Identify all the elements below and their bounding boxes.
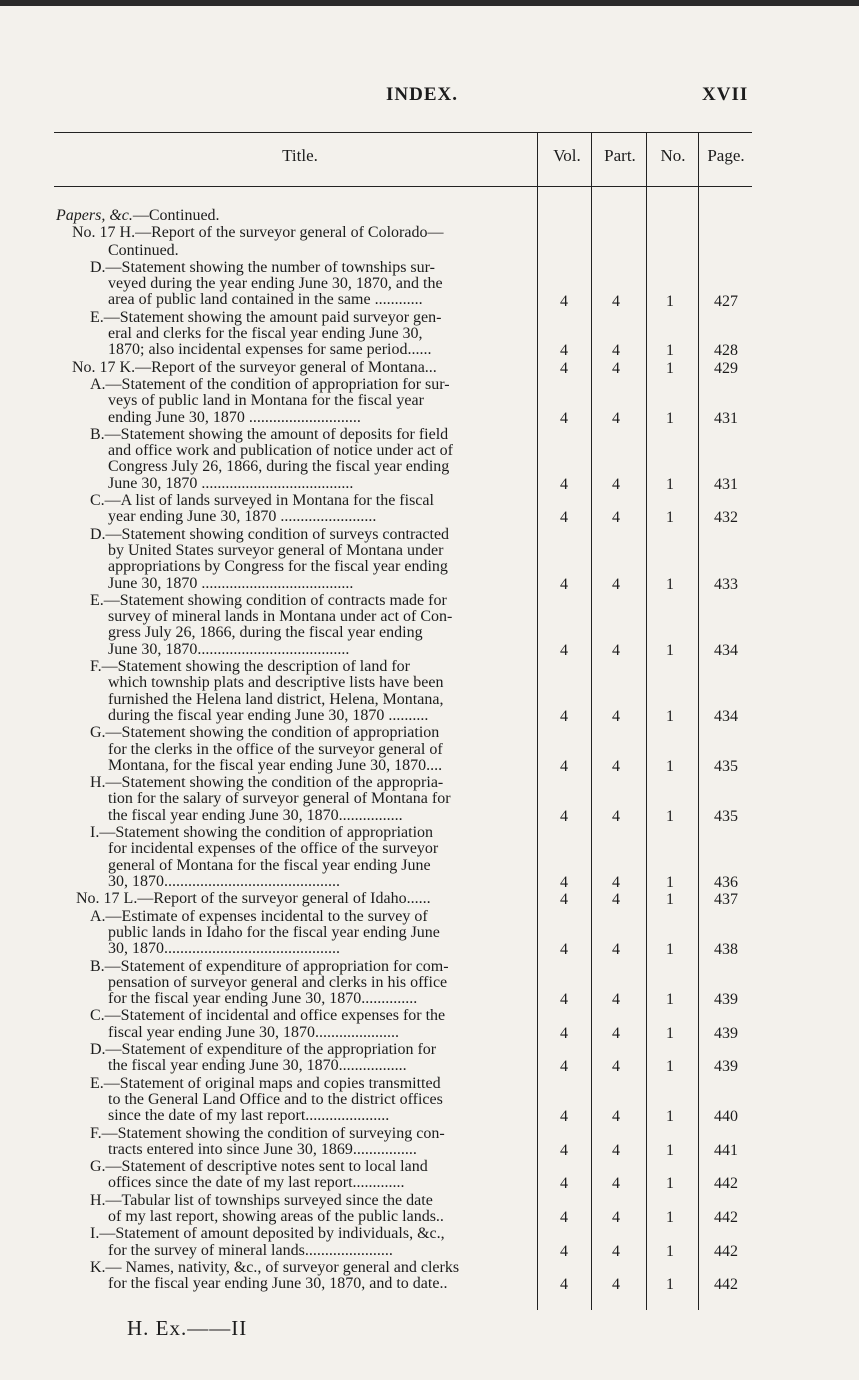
index-entry: [0, 725, 443, 774]
entry-no: 1: [666, 991, 674, 1009]
column-rule-page: [698, 132, 699, 1310]
entry-no: 1: [666, 1242, 674, 1260]
entry-line: pensation of surveyor general and clerks in his office: [108, 973, 448, 991]
running-head: [0, 84, 859, 114]
entry-vol: 4: [560, 641, 568, 659]
entry-line: No. 17 L.—Report of the surveyor general of Idaho......: [76, 890, 431, 908]
entry-part: 4: [612, 1024, 620, 1042]
index-entry: [0, 427, 453, 492]
index-entry: [0, 1159, 428, 1192]
entry-part: 4: [612, 1242, 620, 1260]
entry-part: 4: [612, 891, 620, 909]
entry-page: 442: [714, 1209, 738, 1226]
entry-part: 4: [612, 1175, 620, 1193]
entry-part: 4: [612, 1058, 620, 1076]
entry-line: 1870; also incidental expenses for same period......: [108, 341, 432, 359]
entry-line: A.—Statement of the condition of appropriation for sur-: [90, 376, 450, 393]
entry-line: for the fiscal year ending June 30, 1870, and to date..: [108, 1275, 448, 1293]
entry-part: 4: [612, 342, 620, 360]
entry-vol: 4: [560, 708, 568, 725]
entry-line: E.—Statement showing condition of contracts made for: [90, 591, 447, 609]
entry-part: 4: [612, 359, 620, 377]
entry-page: 440: [714, 1108, 738, 1126]
index-entry: [0, 659, 443, 724]
entry-vol: 4: [560, 509, 568, 527]
index-entry: [0, 310, 441, 359]
entry-line: A.—Estimate of expenses incidental to the survey of: [90, 907, 428, 925]
entry-line: for incidental expenses of the office of the surveyor: [108, 840, 439, 858]
entry-line: for the fiscal year ending June 30, 1870..............: [108, 990, 418, 1008]
entry-line: furnished the Helena land district, Helena, Montana,: [108, 690, 444, 708]
entry-no: 1: [666, 891, 674, 909]
entry-line: Papers, &c.—Continued.: [56, 207, 220, 224]
entry-vol: 4: [560, 807, 568, 825]
entry-page: 429: [714, 359, 738, 377]
entry-part: 4: [612, 292, 620, 310]
entry-italic-prefix: Papers, &c.: [56, 207, 133, 224]
entry-no: 1: [666, 409, 674, 427]
entry-no: 1: [666, 359, 674, 377]
entry-line: Montana, for the fiscal year ending June 30, 1870....: [108, 756, 443, 774]
entry-part: 4: [612, 1108, 620, 1126]
entry-part: 4: [612, 1276, 620, 1294]
entry-no: 1: [666, 1209, 674, 1226]
entry-line: E.—Statement of original maps and copies transmitted: [90, 1074, 441, 1092]
entry-line: by United States surveyor general of Montana under: [108, 541, 444, 559]
entry-vol: 4: [560, 1209, 568, 1226]
index-entry: [0, 825, 438, 890]
entry-page: 441: [714, 1141, 738, 1159]
entry-vol: 4: [560, 342, 568, 360]
entry-page: 428: [714, 342, 738, 360]
table-header-rule: [54, 186, 752, 187]
entry-line: F.—Statement showing the description of land for: [90, 658, 410, 676]
entry-no: 1: [666, 941, 674, 959]
entry-line: June 30, 1870 ......................................: [108, 574, 354, 592]
entry-line: area of public land contained in the same ............: [108, 291, 423, 309]
entry-no: 1: [666, 757, 674, 775]
entry-no: 1: [666, 1024, 674, 1042]
entry-no: 1: [666, 1141, 674, 1159]
index-entry: [0, 243, 179, 259]
entry-line: year ending June 30, 1870 ........................: [108, 508, 377, 526]
column-header-title: Title.: [282, 146, 318, 165]
entry-line: appropriations by Congress for the fiscal year ending: [108, 558, 448, 576]
entry-line: B.—Statement showing the amount of deposits for field: [90, 425, 449, 443]
column-header-vol: Vol.: [553, 146, 581, 165]
entry-line: G.—Statement showing the condition of appropriation: [90, 724, 440, 742]
entry-line: public lands in Idaho for the fiscal year ending June: [108, 923, 440, 941]
entry-no: 1: [666, 1058, 674, 1076]
page-number: XVII: [702, 84, 749, 105]
column-rule-part: [591, 132, 592, 1310]
entry-vol: 4: [560, 1141, 568, 1159]
entry-no: 1: [666, 1276, 674, 1294]
entry-no: 1: [666, 1175, 674, 1193]
entry-line: eral and clerks for the fiscal year ending June 30,: [108, 325, 423, 343]
entry-line: No. 17 K.—Report of the surveyor general of Montana...: [72, 358, 437, 376]
index-entry: [0, 1193, 444, 1226]
entry-part: 4: [612, 409, 620, 427]
entry-vol: 4: [560, 409, 568, 427]
index-entry: [0, 1260, 459, 1293]
entry-line: survey of mineral lands in Montana under act of Con-: [108, 608, 453, 626]
index-entry: [0, 1226, 445, 1259]
entry-line: during the fiscal year ending June 30, 1870 ..........: [108, 706, 429, 724]
entry-vol: 4: [560, 359, 568, 377]
column-header-part: Part.: [604, 146, 636, 165]
entry-part: 4: [612, 941, 620, 959]
entry-no: 1: [666, 807, 674, 825]
index-entry: [0, 909, 440, 958]
entry-part: 4: [612, 874, 620, 891]
entry-page: 438: [714, 941, 738, 959]
entry-vol: 4: [560, 891, 568, 909]
index-entry: [0, 1008, 445, 1041]
index-entry: [0, 1076, 443, 1125]
entry-vol: 4: [560, 292, 568, 310]
entry-page: 427: [714, 292, 738, 310]
entry-part: 4: [612, 575, 620, 593]
index-entry: [0, 593, 452, 658]
entry-line: C.—A list of lands surveyed in Montana for the fiscal: [90, 492, 434, 510]
index-entry: [0, 208, 220, 224]
entry-no: 1: [666, 575, 674, 593]
entry-line: K.— Names, nativity, &c., of surveyor general and clerks: [90, 1258, 460, 1276]
entry-part: 4: [612, 757, 620, 775]
entry-line: B.—Statement of expenditure of appropriation for com-: [90, 957, 449, 975]
entry-line: G.—Statement of descriptive notes sent to local land: [90, 1158, 428, 1176]
entry-no: 1: [666, 509, 674, 527]
footer-signature: H. Ex.——II: [127, 1316, 248, 1340]
entry-no: 1: [666, 874, 674, 891]
entry-line: I.—Statement of amount deposited by individuals, &c.,: [90, 1225, 445, 1243]
entry-line: 30, 1870............................................: [108, 940, 340, 958]
entry-vol: 4: [560, 1024, 568, 1042]
column-rule-no: [646, 132, 647, 1310]
column-header-no: No.: [660, 146, 686, 165]
entry-line: for the clerks in the office of the surveyor general of: [108, 740, 443, 758]
entry-no: 1: [666, 292, 674, 310]
entry-line: the fiscal year ending June 30, 1870.................: [108, 1057, 407, 1075]
entry-part: 4: [612, 1141, 620, 1159]
entry-vol: 4: [560, 1108, 568, 1126]
entry-line: general of Montana for the fiscal year ending June: [108, 856, 431, 874]
entry-line: which township plats and descriptive lists have been: [108, 674, 444, 692]
entry-line: D.—Statement of expenditure of the appropriation for: [90, 1041, 437, 1058]
entry-line: offices since the date of my last report.............: [108, 1174, 405, 1192]
index-entry: [0, 527, 449, 592]
entry-vol: 4: [560, 575, 568, 593]
entry-line: H.—Statement showing the condition of the appropria-: [90, 774, 444, 792]
entry-line: gress July 26, 1866, during the fiscal year ending: [108, 624, 423, 642]
entry-line: I.—Statement showing the condition of appropriation: [90, 824, 434, 842]
entry-line: C.—Statement of incidental and office expenses for the: [90, 1007, 446, 1025]
entry-vol: 4: [560, 757, 568, 775]
index-entry: [0, 225, 443, 241]
entry-page: 433: [714, 575, 738, 593]
entry-no: 1: [666, 641, 674, 659]
entry-line: veys of public land in Montana for the fiscal year: [108, 392, 424, 410]
entry-line: fiscal year ending June 30, 1870.....................: [108, 1023, 400, 1041]
entry-page: 442: [714, 1276, 738, 1294]
index-title: INDEX.: [386, 84, 458, 105]
entry-no: 1: [666, 1108, 674, 1126]
entry-line: D.—Statement showing condition of surveys contracted: [90, 525, 450, 543]
entry-line: tion for the salary of surveyor general of Montana for: [108, 790, 451, 808]
entry-page: 442: [714, 1242, 738, 1260]
entry-page: 439: [714, 991, 738, 1009]
entry-page: 436: [714, 874, 738, 891]
entry-page: 434: [714, 641, 738, 659]
entry-line: D.—Statement showing the number of townships sur-: [90, 258, 435, 276]
entry-no: 1: [666, 475, 674, 493]
entry-line: for the survey of mineral lands......................: [108, 1241, 393, 1259]
entry-line: of my last report, showing areas of the public lands..: [108, 1207, 444, 1225]
index-entry: [0, 959, 449, 1008]
entry-page: 439: [714, 1024, 738, 1042]
entry-page: 435: [714, 807, 738, 825]
entry-line: tracts entered into since June 30, 1869................: [108, 1140, 417, 1158]
entry-line: since the date of my last report.....................: [108, 1107, 390, 1125]
entry-part: 4: [612, 991, 620, 1009]
index-entry: [0, 1042, 436, 1075]
index-entry: [0, 891, 431, 907]
entry-line: ending June 30, 1870 ............................: [108, 408, 361, 426]
entry-part: 4: [612, 475, 620, 493]
entry-page: 439: [714, 1058, 738, 1076]
entry-vol: 4: [560, 874, 568, 891]
entry-page: 432: [714, 509, 738, 527]
entry-vol: 4: [560, 1058, 568, 1076]
entry-page: 431: [714, 409, 738, 427]
entry-part: 4: [612, 708, 620, 725]
entry-no: 1: [666, 708, 674, 725]
entry-vol: 4: [560, 991, 568, 1009]
entry-line: Continued.: [108, 241, 179, 259]
entry-line: H.—Tabular list of townships surveyed since the date: [90, 1191, 433, 1209]
index-entry: [0, 377, 450, 426]
index-entry: [0, 493, 434, 526]
entry-vol: 4: [560, 475, 568, 493]
entry-page: 431: [714, 475, 738, 493]
index-entry: [0, 1126, 445, 1159]
column-header-page: Page.: [707, 146, 745, 165]
entry-part: 4: [612, 807, 620, 825]
entry-vol: 4: [560, 1276, 568, 1294]
entry-vol: 4: [560, 1175, 568, 1193]
index-entry: [0, 260, 443, 309]
entry-line: June 30, 1870 ......................................: [108, 474, 354, 492]
entry-no: 1: [666, 342, 674, 360]
entry-line: veyed during the year ending June 30, 1870, and the: [108, 275, 443, 293]
entry-line: and office work and publication of notice under act of: [108, 442, 453, 460]
entry-vol: 4: [560, 941, 568, 959]
entry-page: 434: [714, 708, 738, 725]
entry-line: 30, 1870............................................: [108, 872, 340, 890]
index-entry: [0, 360, 437, 376]
page-top-edge: [0, 0, 859, 6]
index-entry: [0, 775, 451, 824]
entry-line: to the General Land Office and to the district offices: [108, 1090, 443, 1108]
entry-line: No. 17 H.—Report of the surveyor general of Colorado—: [72, 224, 444, 242]
column-rule-vol: [537, 132, 538, 1310]
entry-part: 4: [612, 1209, 620, 1226]
entry-vol: 4: [560, 1242, 568, 1260]
table-top-rule: [54, 132, 752, 133]
entry-line: the fiscal year ending June 30, 1870................: [108, 806, 403, 824]
entry-line: E.—Statement showing the amount paid surveyor gen-: [90, 308, 442, 326]
entry-line: Congress July 26, 1866, during the fiscal year ending: [108, 458, 450, 476]
entry-page: 437: [714, 891, 738, 909]
entry-part: 4: [612, 509, 620, 527]
entry-line: F.—Statement showing the condition of surveying con-: [90, 1124, 445, 1142]
entry-page: 442: [714, 1175, 738, 1193]
entry-part: 4: [612, 641, 620, 659]
entry-page: 435: [714, 757, 738, 775]
entry-line: June 30, 1870......................................: [108, 640, 350, 658]
